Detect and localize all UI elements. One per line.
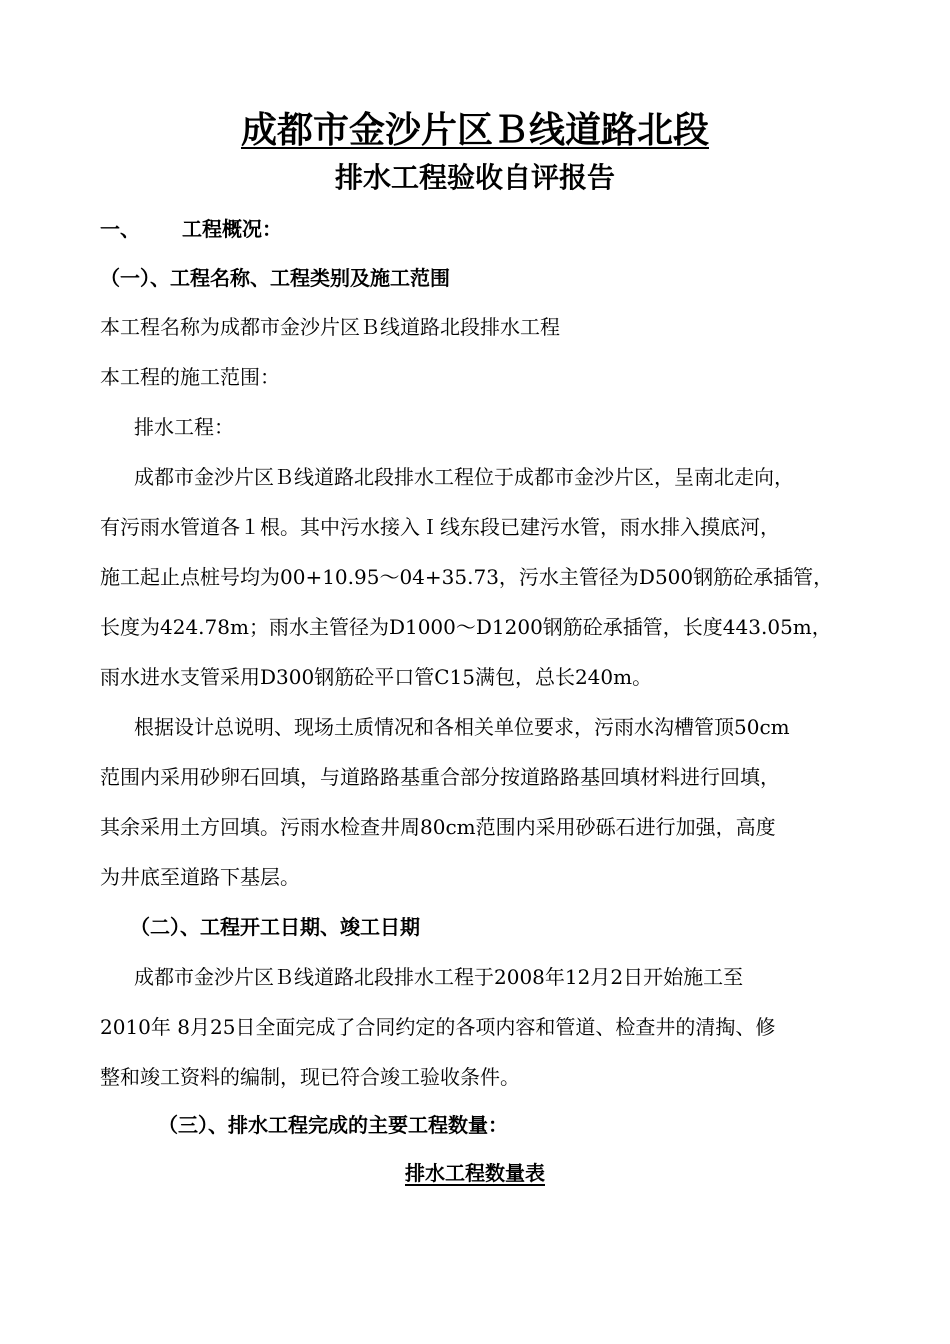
description-line: 雨水进水支管采用D300钢筋砼平口管C15满包，总长240m。 xyxy=(100,665,653,689)
backfill-line: 为井底至道路下基层。 xyxy=(100,865,300,889)
section-1-title: 工程概况： xyxy=(182,217,282,241)
description-line: 成都市金沙片区Ｂ线道路北段排水工程位于成都市金沙片区，呈南北走向， xyxy=(134,465,794,489)
document-title: 成都市金沙片区Ｂ线道路北段 xyxy=(240,110,709,151)
subsection-1-heading: （一）、工程名称、工程类别及施工范围 xyxy=(100,266,450,290)
backfill-line: 根据设计总说明、现场土质情况和各相关单位要求，污雨水沟槽管顶50cm xyxy=(134,715,790,739)
description-line: 长度为424.78m；雨水主管径为D1000～D1200钢筋砼承插管，长度443.05m， xyxy=(100,615,832,639)
subsection-3-heading: （三）、排水工程完成的主要工程数量： xyxy=(158,1113,508,1137)
description-line: 施工起止点桩号均为00+10.95～04+35.73，污水主管径为D500钢筋砼承插管， xyxy=(100,565,834,589)
dates-line: 2010年 8月25日全面完成了合同约定的各项内容和管道、检查井的清掏、修 xyxy=(100,1015,776,1039)
document-subtitle: 排水工程验收自评报告 xyxy=(334,161,615,194)
dates-line: 整和竣工资料的编制，现已符合竣工验收条件。 xyxy=(100,1065,520,1089)
section-1-heading xyxy=(100,214,282,244)
paragraph-project-name: 本工程名称为成都市金沙片区Ｂ线道路北段排水工程 xyxy=(100,315,560,339)
backfill-line: 范围内采用砂卵石回填，与道路路基重合部分按道路路基回填材料进行回填， xyxy=(100,765,780,789)
backfill-line: 其余采用土方回填。污雨水检查井周80cm范围内采用砂砾石进行加强，高度 xyxy=(100,815,776,839)
table-title: 排水工程数量表 xyxy=(405,1161,545,1185)
paragraph-scope: 本工程的施工范围： xyxy=(100,365,280,389)
subsection-2-heading: （二）、工程开工日期、竣工日期 xyxy=(130,915,420,939)
section-1-number: 一、 xyxy=(100,217,140,241)
description-line: 有污雨水管道各１根。其中污水接入Ｉ线东段已建污水管，雨水排入摸底河， xyxy=(100,515,780,539)
paragraph-drainage-label: 排水工程： xyxy=(134,415,234,439)
dates-line: 成都市金沙片区Ｂ线道路北段排水工程于2008年12月2日开始施工至 xyxy=(134,965,744,989)
